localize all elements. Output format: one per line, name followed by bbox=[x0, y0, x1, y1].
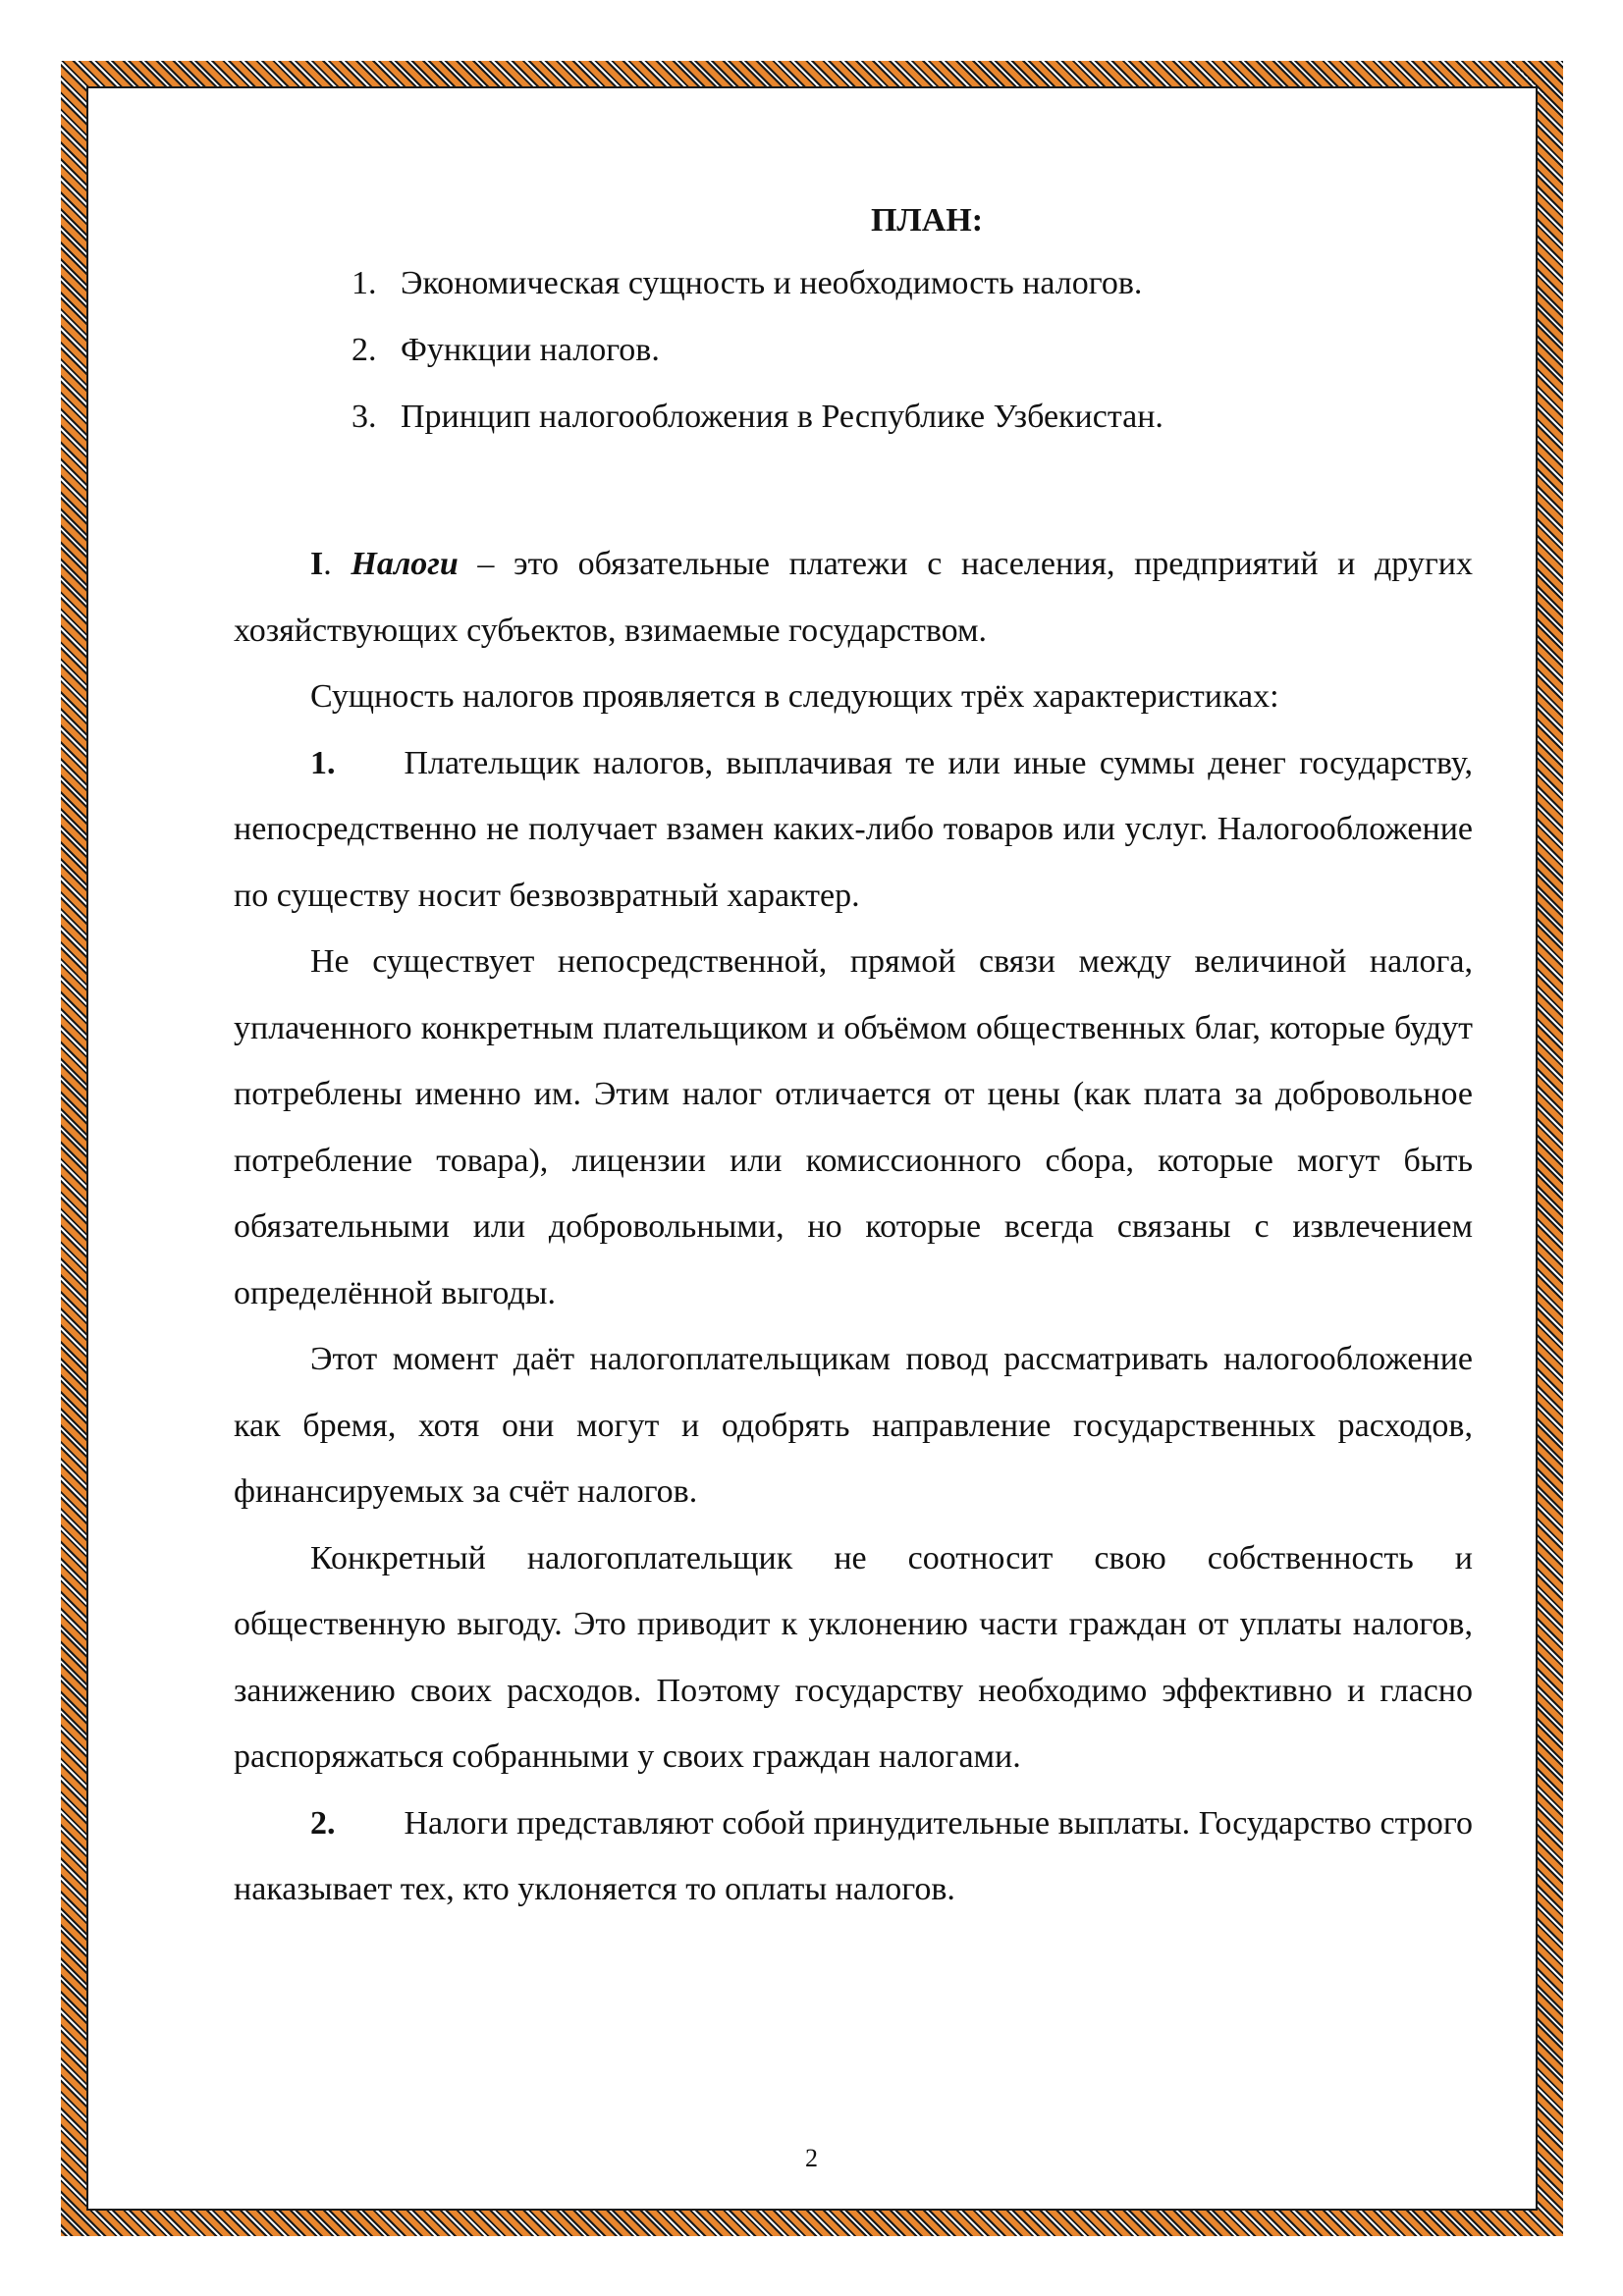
point-2-text: Налоги представляют собой принудительные выплаты. Государство строго наказывает тех, кто уклоняется то оплаты налогов. bbox=[234, 1804, 1473, 1907]
body-paragraph: Этот момент даёт налогоплательщикам повод рассматривать налогообложение как бремя, хотя они могут и одобрять направление государственных расходов, финансируемых за счёт налогов. bbox=[234, 1341, 1473, 1510]
section-marker: I bbox=[310, 546, 324, 582]
point-1-text: Плательщик налогов, выплачивая те или иные суммы денег государству, непосредственно не получает взамен каких-либо товаров или услуг. Налогообложение по существу носит безвозвратный характер. bbox=[234, 744, 1473, 914]
plan-item-number: 2. bbox=[352, 332, 377, 368]
plan-item bbox=[234, 250, 1473, 317]
plan-item-text: Функции налогов. bbox=[401, 332, 660, 368]
plan-item-text: Экономическая сущность и необходимость налогов. bbox=[401, 265, 1143, 301]
defined-term: Налоги bbox=[351, 546, 459, 582]
plan-item-number: 1. bbox=[352, 265, 377, 301]
plan-item-text: Принцип налогообложения в Республике Узбекистан. bbox=[401, 399, 1163, 435]
definition-paragraph: I. Налоги – это обязательные платежи с населения, предприятий и других хозяйствующих субъектов, взимаемые государством. bbox=[234, 546, 1474, 649]
definition-text: – это обязательные платежи с населения, предприятий и других хозяйствующих субъектов, взимаемые государством. bbox=[234, 546, 1474, 649]
document-page bbox=[234, 191, 1473, 1923]
point-1-number: 1. bbox=[310, 744, 336, 781]
body-paragraph: Конкретный налогоплательщик не соотносит свою собственность и общественную выгоду. Это приводит к уклонению части граждан от уплаты налогов, занижению своих расходов. Поэтому государству необходимо эффективно и гласно распоряжаться собранными у своих граждан налогами. bbox=[234, 1539, 1473, 1775]
point-2-paragraph bbox=[234, 1790, 1473, 1923]
spacer bbox=[234, 451, 1473, 531]
plan-list bbox=[234, 250, 1473, 451]
plan-title: ПЛАН: bbox=[870, 202, 984, 239]
point-2-number: 2. bbox=[310, 1804, 336, 1842]
intro-paragraph: Сущность налогов проявляется в следующих трёх характеристиках: bbox=[310, 678, 1279, 715]
plan-item bbox=[234, 384, 1473, 451]
body-paragraph: Не существует непосредственной, прямой связи между величиной налога, уплаченного конкретным плательщиком и объёмом общественных благ, которые будут потреблены именно им. Этим налог отличается от цены (как плата за добровольное потребление товара), лицензии или комиссионного сбора, которые могут быть обязательными или добровольными, но которые всегда связаны с извлечением определённой выгоды. bbox=[234, 943, 1473, 1311]
page-number: 2 bbox=[805, 2144, 818, 2172]
plan-item-number: 3. bbox=[352, 399, 377, 435]
point-1-paragraph bbox=[234, 730, 1473, 930]
plan-item bbox=[234, 317, 1473, 384]
